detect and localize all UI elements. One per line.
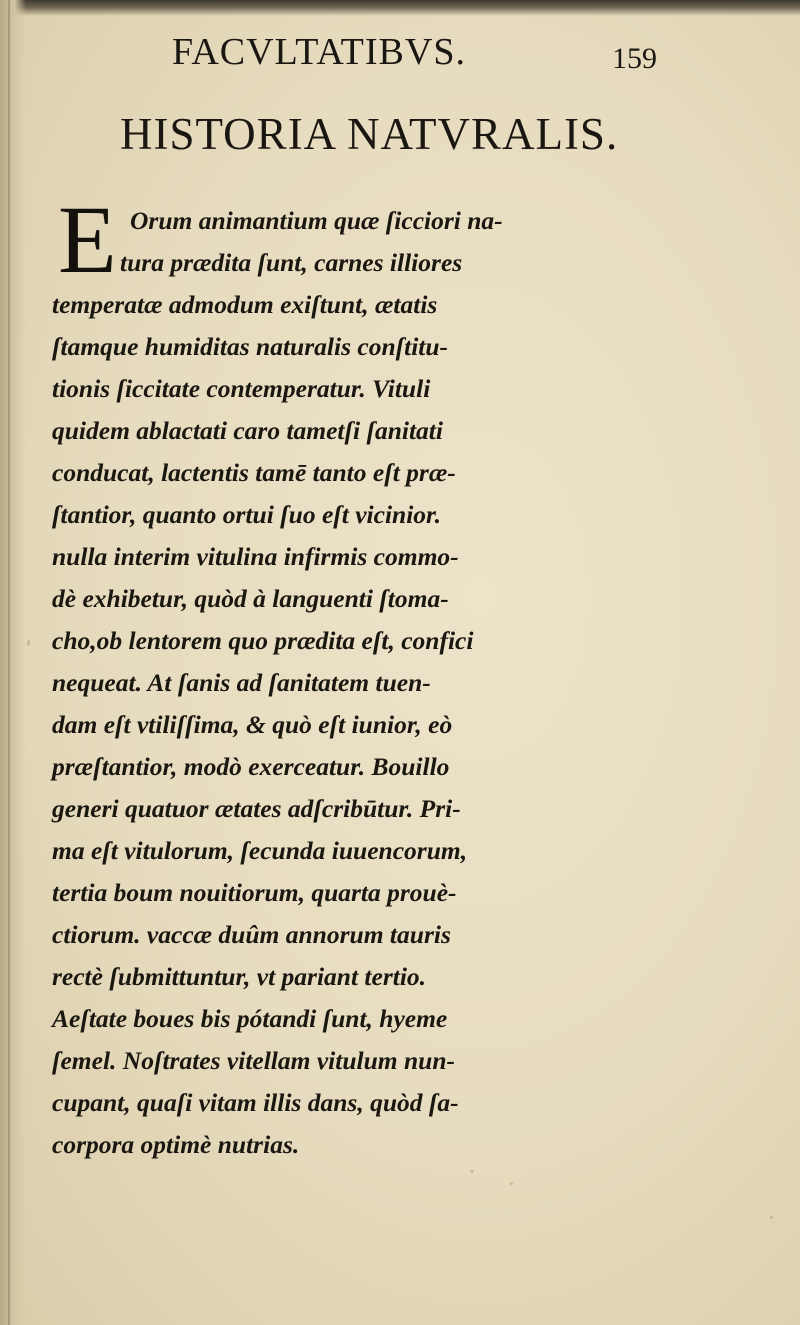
text-line: Orum animantium quæ ſicciori na- [130, 206, 503, 235]
text-line: nulla interim vitulina infirmis commo- [52, 542, 459, 571]
section-title: HISTORIA NATVRALIS. [120, 109, 619, 159]
text-line: generi quatuor ætates adſcribūtur. Pri- [52, 794, 461, 823]
running-head: FACVLTATIBVS. [172, 31, 466, 73]
text-line: quidem ablactati caro tametſi ſanitati [52, 416, 443, 445]
page-top-shadow [0, 0, 800, 16]
text-line: corpora optimè nutrias. [52, 1130, 300, 1159]
text-line: ctiorum. vaccæ duûm annorum tauris [52, 920, 451, 949]
text-line: Aeſtate boues bis pótandi ſunt, hyeme [52, 1004, 448, 1033]
text-line: conducat, lactentis tamē tanto eſt præ- [52, 458, 456, 487]
text-line: rectè ſubmittuntur, vt pariant tertio. [52, 962, 427, 991]
text-line: cupant, quaſi vitam illis dans, quòd ſa- [52, 1088, 459, 1117]
text-line: tertia boum nouitiorum, quarta prouè- [52, 878, 457, 907]
text-line: nequeat. At ſanis ad ſanitatem tuen- [52, 668, 431, 697]
text-line: tura prædita ſunt, carnes illiores [120, 248, 463, 277]
text-line: tionis ſiccitate contemperatur. Vituli [52, 374, 431, 403]
text-line: præſtantior, modò exerceatur. Bouillo [52, 752, 450, 781]
text-line: ſemel. Noſtrates vitellam vitulum nun- [52, 1046, 456, 1075]
binding-gutter [0, 0, 26, 1325]
binding-edge-line [8, 0, 10, 1325]
text-line: ſtamque humiditas naturalis conſtitu- [52, 332, 449, 361]
text-line: ma eſt vitulorum, ſecunda iuuencorum, [52, 836, 468, 865]
text-line: dam eſt vtiliſſima, & quò eſt iunior, eò [52, 710, 453, 739]
text-line: temperatæ admodum exiſtunt, ætatis [52, 290, 438, 319]
drop-cap-initial: E [58, 186, 117, 293]
text-line: dè exhibetur, quòd à languenti ſtoma- [52, 584, 449, 613]
text-line: cho,ob lentorem quo prædita eſt, confici [52, 626, 474, 655]
page-number: 159 [612, 42, 657, 75]
text-line: ſtantior, quanto ortui ſuo eſt vicinior. [52, 500, 441, 529]
